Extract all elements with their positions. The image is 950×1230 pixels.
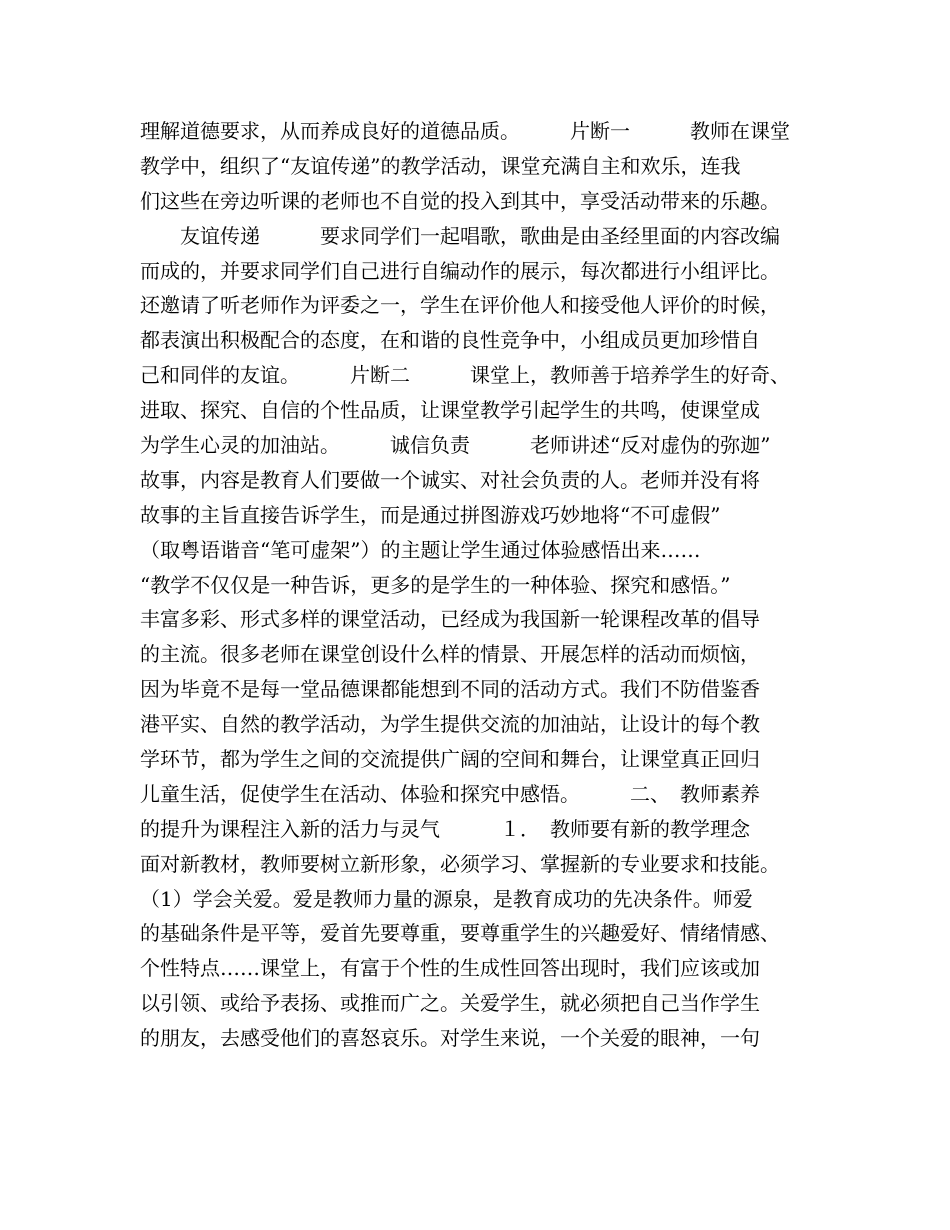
text-line-4: 友谊传递 要求同学们一起唱歌，歌曲是由圣经里面的内容改编 — [140, 223, 780, 248]
text-line-26: 以引领、或给予表扬、或推而广之。关爱学生，就必须把自己当作学生 — [140, 991, 760, 1016]
text-line-7: 都表演出积极配合的态度，在和谐的良性竞争中，小组成员更加珍惜自 — [140, 328, 760, 353]
body-text — [140, 114, 820, 1056]
text-line-5: 而成的，并要求同学们自己进行自编动作的展示，每次都进行小组评比。 — [140, 258, 780, 283]
text-line-12: 故事的主旨直接告诉学生，而是通过拼图游戏巧妙地将“不可虚假” — [140, 502, 721, 527]
text-line-14: “教学不仅仅是一种告诉，更多的是学生的一种体验、探究和感悟。” — [140, 572, 731, 597]
text-line-10: 为学生心灵的加油站。 诚信负责 老师讲述“反对虚伪的弥迦” — [140, 433, 771, 458]
text-line-1: 理解道德要求，从而养成良好的道德品质。 片断一 教师在课堂 — [140, 119, 790, 143]
text-line-27: 的朋友，去感受他们的喜怒哀乐。对学生来说，一个关爱的眼神，一句 — [140, 1026, 760, 1051]
text-line-18: 港平实、自然的教学活动，为学生提供交流的加油站，让设计的每个教 — [140, 712, 760, 737]
text-line-24: 的基础条件是平等，爱首先要尊重，要尊重学生的兴趣爱好、情绪情感、 — [140, 921, 780, 946]
text-line-13: （取粤语谐音“笔可虚架”）的主题让学生通过体验感悟出来…… — [140, 537, 701, 562]
text-line-23: （1）学会关爱。爱是教师力量的源泉，是教育成功的先决条件。师爱 — [140, 886, 753, 911]
text-line-15: 丰富多彩、形式多样的课堂活动，已经成为我国新一轮课程改革的倡导 — [140, 607, 760, 632]
text-line-2: 教学中，组织了“友谊传递”的教学活动，课堂充满自主和欢乐，连我 — [140, 153, 741, 178]
text-line-17: 因为毕竟不是每一堂品德课都能想到不同的活动方式。我们不防借鉴香 — [140, 677, 760, 702]
text-line-9: 进取、探究、自信的个性品质，让课堂教学引起学生的共鸣，使课堂成 — [140, 398, 760, 423]
text-line-25: 个性特点……课堂上，有富于个性的生成性回答出现时，我们应该或加 — [140, 956, 760, 981]
text-line-6: 还邀请了听老师作为评委之一，学生在评价他人和接受他人评价的时候， — [140, 293, 780, 318]
text-line-16: 的主流。很多老师在课堂创设什么样的情景、开展怎样的活动而烦恼， — [140, 642, 760, 667]
text-line-20: 儿童生活，促使学生在活动、体验和探究中感悟。 二、 教师素养 — [140, 781, 760, 806]
text-line-8: 己和同伴的友谊。 片断二 课堂上，教师善于培养学生的好奇、 — [140, 363, 790, 388]
text-line-19: 学环节，都为学生之间的交流提供广阔的空间和舞台，让课堂真正回归 — [140, 747, 760, 772]
text-line-3: 们这些在旁边听课的老师也不自觉的投入到其中，享受活动带来的乐趣。 — [140, 188, 780, 213]
text-line-11: 故事，内容是教育人们要做一个诚实、对社会负责的人。老师并没有将 — [140, 467, 760, 492]
text-line-21: 的提升为课程注入新的活力与灵气 １． 教师要有新的教学理念 — [140, 816, 750, 841]
text-line-22: 面对新教材，教师要树立新形象，必须学习、掌握新的专业要求和技能。 — [140, 851, 780, 876]
